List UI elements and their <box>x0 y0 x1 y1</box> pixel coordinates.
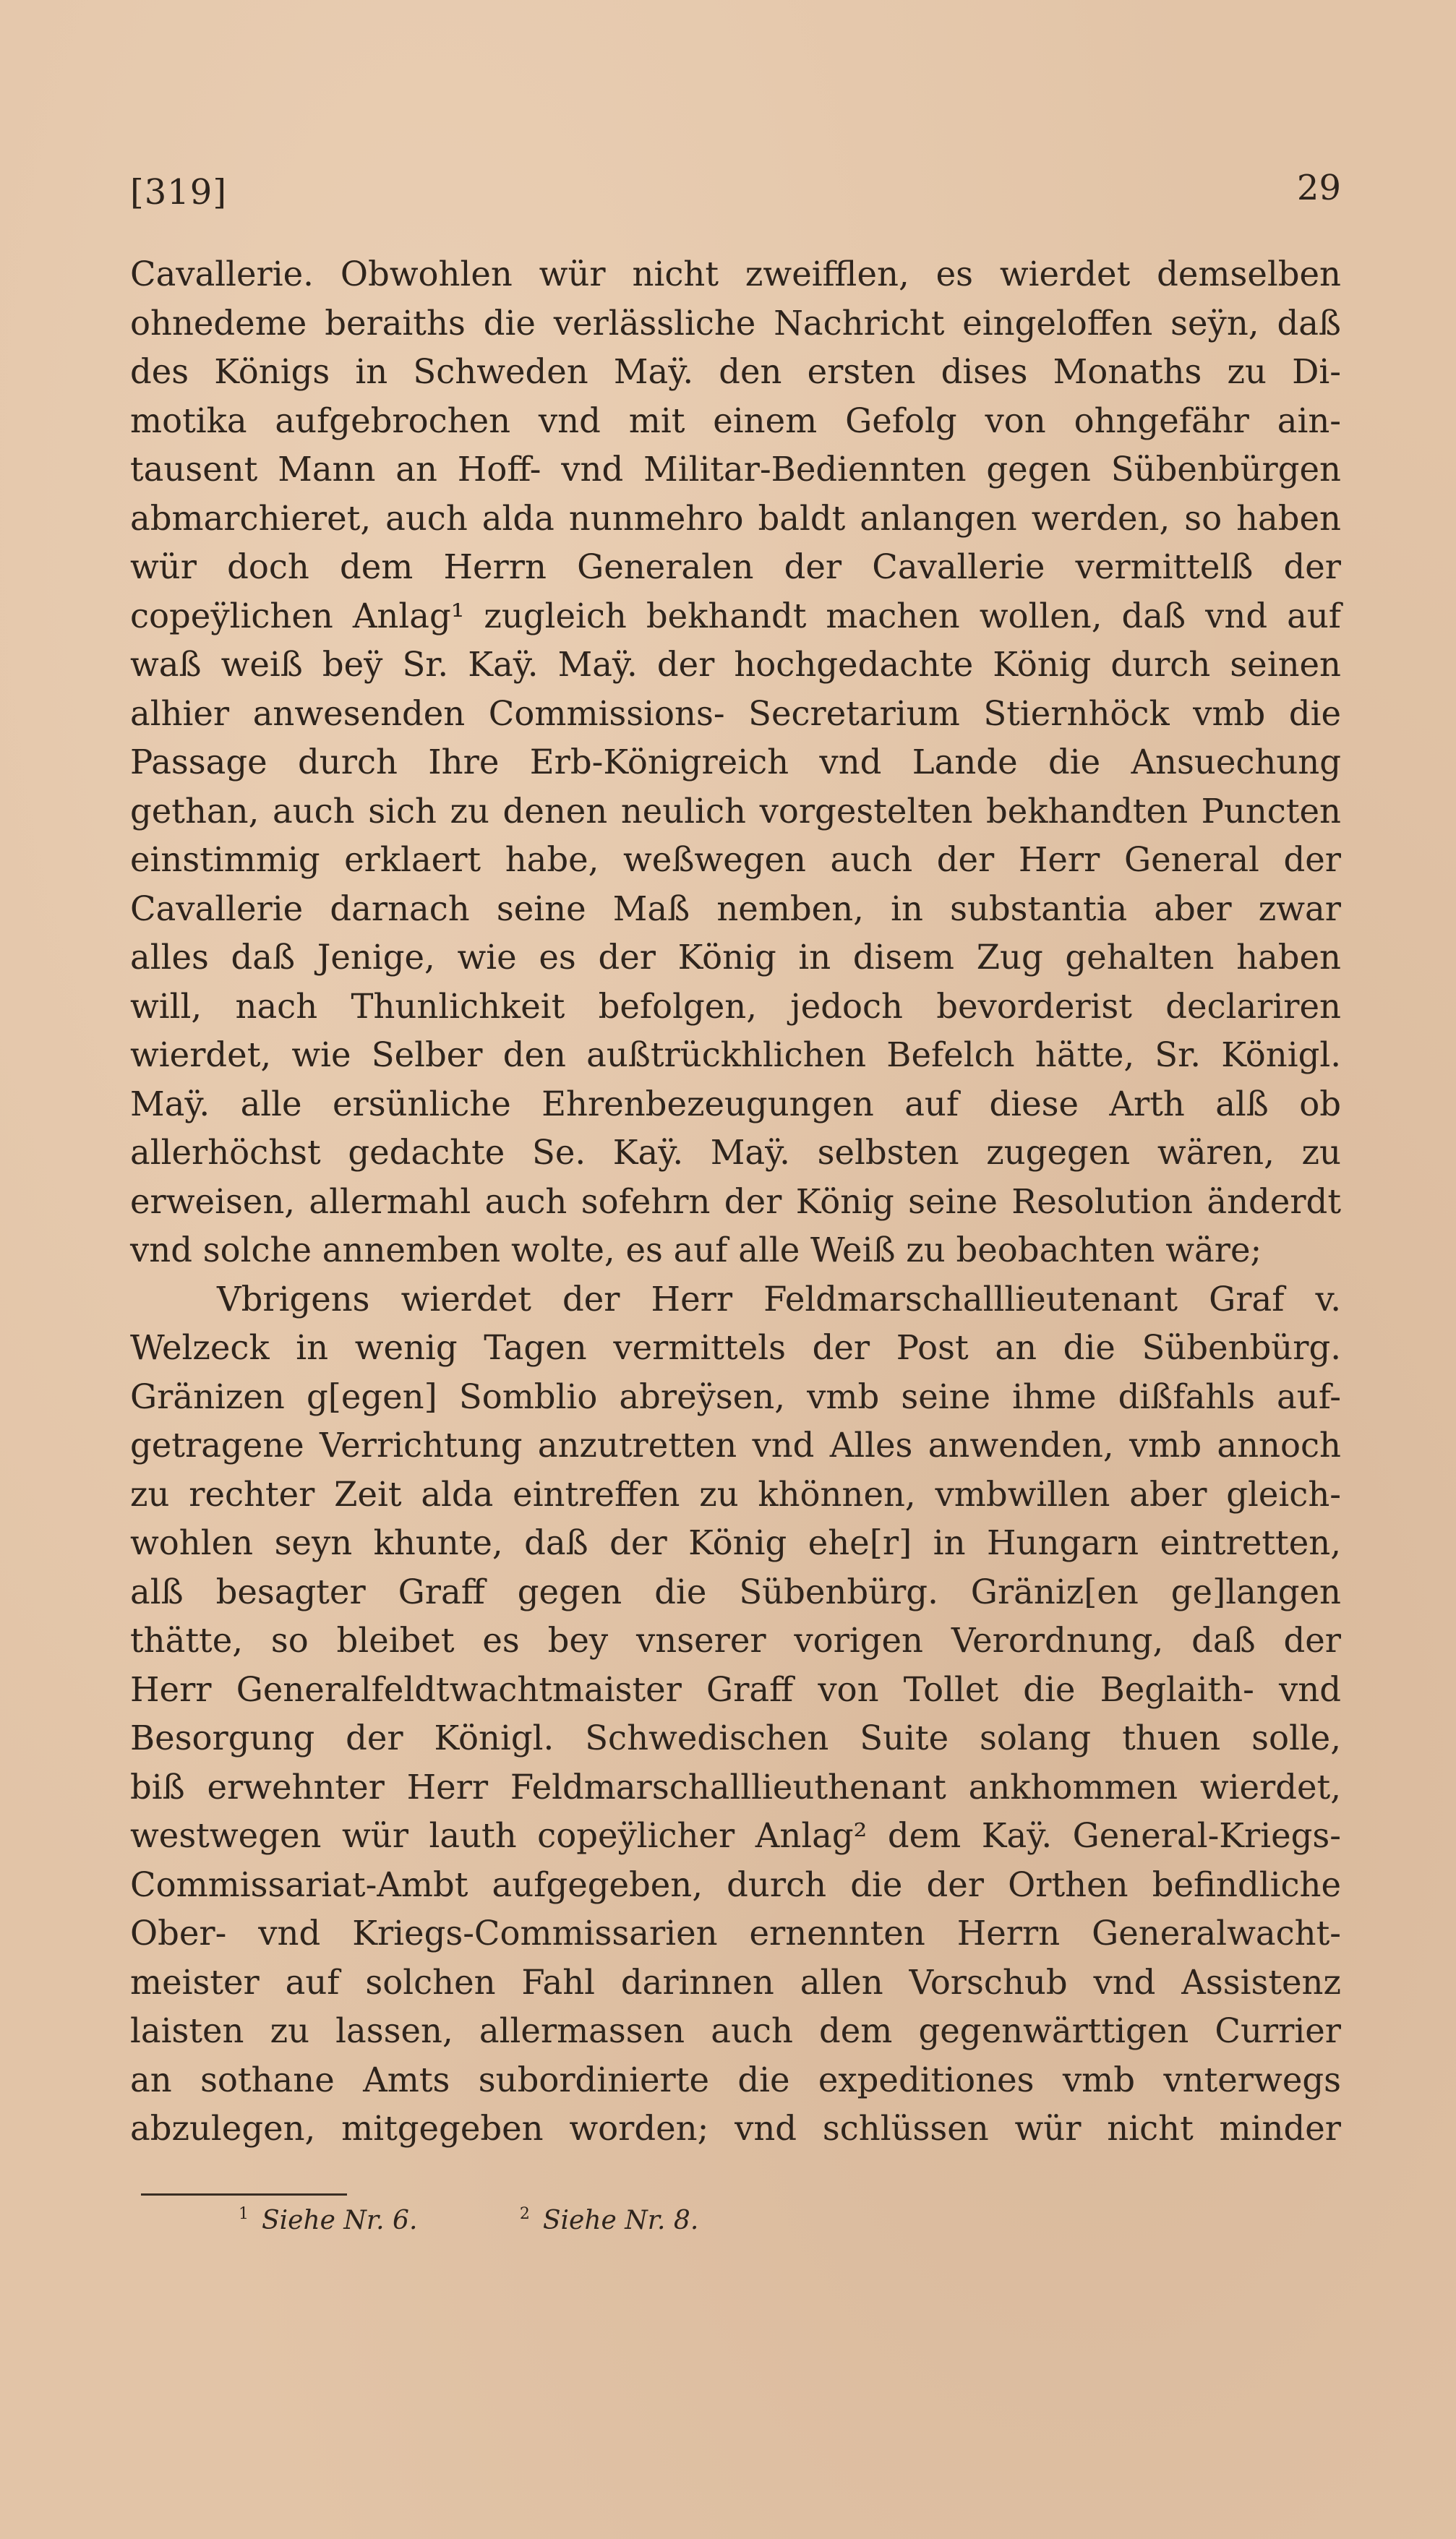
text-line: vnd solche annemben wolte, es auf alle Weiß zu beobachten wäre; <box>130 1230 1262 1270</box>
text-line: abmarchieret, auch alda nunmehro baldt anlangen werden, so haben <box>130 498 1341 538</box>
footnote <box>520 2205 698 2235</box>
footnote-marker: 1 <box>239 2205 249 2223</box>
text-line: zu rechter Zeit alda eintreffen zu khönnen, vmbwillen aber gleich- <box>130 1474 1341 1514</box>
text-line: Cavallerie. Obwohlen wür nicht zweifflen, es wierdet demselben <box>130 254 1341 294</box>
page-number: 29 <box>1296 168 1341 208</box>
text-line: alß besagter Graff gegen die Sübenbürg. Gräniz[en ge]langen <box>130 1572 1341 1611</box>
text-line: laisten zu lassen, allermassen auch dem gegenwärttigen Currier <box>130 2011 1341 2050</box>
text-line: alles daß Jenige, wie es der König in disem Zug gehalten haben <box>130 938 1341 977</box>
text-line: erweisen, allermahl auch sofehrn der König seine Resolution änderdt <box>130 1181 1341 1221</box>
text-line: allerhöchst gedachte Se. Kaÿ. Maÿ. selbsten zugegen wären, zu <box>130 1133 1341 1172</box>
text-line: an sothane Amts subordinierte die expeditiones vmb vnterwegs <box>130 2060 1341 2099</box>
text-line: westwegen wür lauth copeÿlicher Anlag² dem Kaÿ. General-Kriegs- <box>130 1816 1341 1855</box>
footnote-text: Siehe Nr. 6. <box>262 2206 418 2235</box>
text-line: einstimmig erklaert habe, weßwegen auch der Herr General der <box>130 840 1341 879</box>
footnote-divider <box>141 2193 347 2196</box>
text-line: copeÿlichen Anlag¹ zugleich bekhandt machen wollen, daß vnd auf <box>130 596 1341 635</box>
text-line: Passage durch Ihre Erb-Königreich vnd Lande die Ansuechung <box>130 742 1341 782</box>
footnote <box>239 2205 417 2235</box>
text-line: alhier anwesenden Commissions- Secretarium Stiernhöck vmb die <box>130 693 1341 733</box>
text-line: thätte, so bleibet es bey vnserer vorigen Verordnung, daß der <box>130 1621 1341 1660</box>
text-line: Gränizen g[egen] Somblio abreÿsen, vmb seine ihme dißfahls auf- <box>130 1376 1341 1416</box>
text-line: Cavallerie darnach seine Maß nemben, in substantia aber zwar <box>130 889 1341 928</box>
text-line: wierdet, wie Selber den außtrückhlichen Befelch hätte, Sr. Königl. <box>130 1035 1341 1074</box>
text-line: tausent Mann an Hoff- vnd Militar-Bediennten gegen Sübenbürgen <box>130 450 1341 489</box>
text-line: Vbrigens wierdet der Herr Feldmarschalllieutenant Graf v. <box>217 1279 1341 1319</box>
page-header <box>130 168 1341 230</box>
footnote-text: Siehe Nr. 8. <box>542 2206 699 2235</box>
footnotes <box>239 2205 698 2235</box>
text-line: biß erwehnter Herr Feldmarschalllieuthenant ankhommen wierdet, <box>130 1767 1341 1807</box>
footnote-marker: 2 <box>519 2205 530 2223</box>
text-line: Welzeck in wenig Tagen vermittels der Post an die Sübenbürg. <box>130 1328 1341 1367</box>
text-line: Maÿ. alle ersünliche Ehrenbezeugungen auf diese Arth alß ob <box>130 1084 1341 1123</box>
text-line: Commissariat-Ambt aufgegeben, durch die der Orthen befindliche <box>130 1864 1341 1904</box>
text-line: ohnedeme beraiths die verlässliche Nachricht eingeloffen seÿn, daß <box>130 303 1341 343</box>
text-line: motika aufgebrochen vnd mit einem Gefolg von ohngefähr ain- <box>130 401 1341 440</box>
text-line: Besorgung der Königl. Schwedischen Suite solang thuen solle, <box>130 1718 1341 1757</box>
page-reference: [319] <box>130 172 228 213</box>
text-line: getragene Verrichtung anzutretten vnd Alles anwenden, vmb annoch <box>130 1426 1341 1465</box>
text-line: will, nach Thunlichkeit befolgen, jedoch bevorderist declariren <box>130 986 1341 1026</box>
text-line: Ober- vnd Kriegs-Commissarien ernennten Herrn Generalwacht- <box>130 1914 1341 1953</box>
text-line: meister auf solchen Fahl darinnen allen Vorschub vnd Assistenz <box>130 1962 1341 2002</box>
body-text <box>130 250 1341 2154</box>
text-line: Herr Generalfeldtwachtmaister Graff von Tollet die Beglaith- vnd <box>130 1669 1341 1709</box>
text-line: wür doch dem Herrn Generalen der Cavallerie vermittelß der <box>130 547 1341 586</box>
text-line: gethan, auch sich zu denen neulich vorgestelten bekhandten Puncten <box>130 791 1341 831</box>
text-line: des Königs in Schweden Maÿ. den ersten dises Monaths zu Di- <box>130 352 1341 391</box>
text-line: abzulegen, mitgegeben worden; vnd schlüssen wür nicht minder <box>130 2109 1341 2148</box>
text-line: wohlen seyn khunte, daß der König ehe[r] in Hungarn eintretten, <box>130 1523 1341 1562</box>
text-line: waß weiß beÿ Sr. Kaÿ. Maÿ. der hochgedachte König durch seinen <box>130 645 1341 684</box>
